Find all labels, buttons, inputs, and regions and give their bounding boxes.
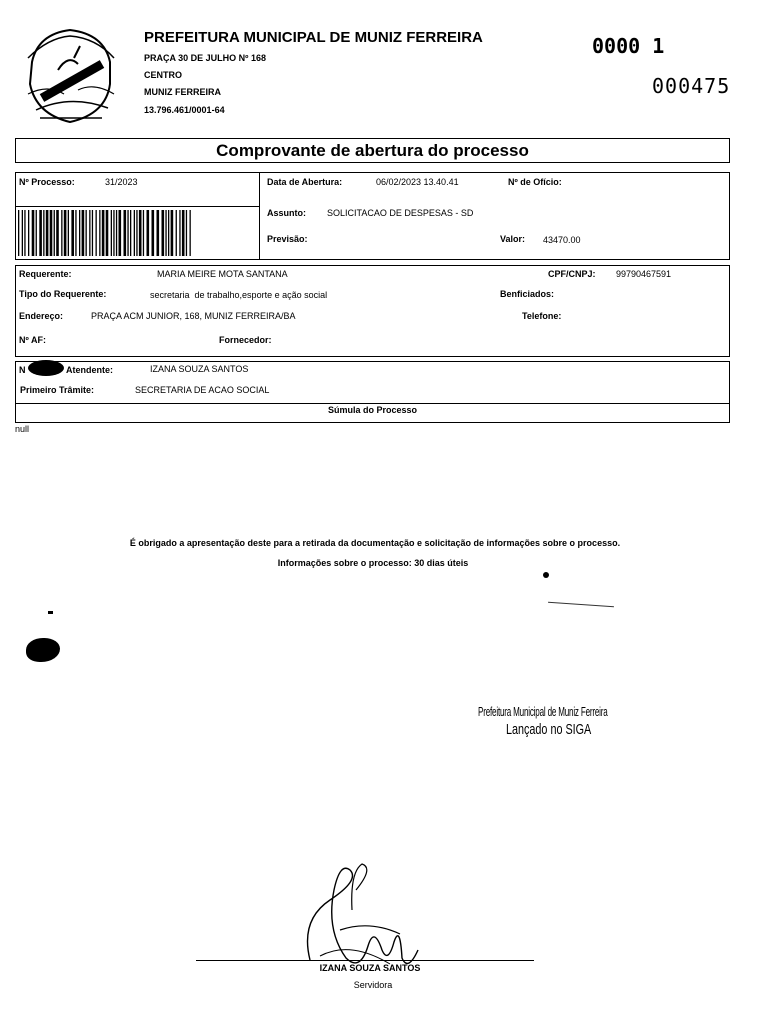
stamp-line-municipality: Prefeitura Municipal de Muniz Ferreira xyxy=(478,704,608,719)
cpf-label: CPF/CNPJ: xyxy=(548,269,596,279)
oficio-label: Nº de Ofício: xyxy=(508,177,562,187)
doc-title: Comprovante de abertura do processo xyxy=(216,141,529,160)
barcode-bar xyxy=(50,210,53,256)
first-procedure-label: Primeiro Trâmite: xyxy=(20,385,95,395)
barcode-bar xyxy=(130,210,131,256)
header-district: CENTRO xyxy=(144,70,182,80)
barcode-bar xyxy=(111,210,112,256)
ink-blot xyxy=(26,638,60,662)
barcode-bar xyxy=(71,210,74,256)
barcode-bar xyxy=(43,210,44,256)
scan-speck xyxy=(548,602,614,608)
barcode-bar xyxy=(176,210,177,256)
signer-role: Servidora xyxy=(353,980,393,990)
process-divider-vertical xyxy=(259,172,260,260)
attendant-label: Atendente: xyxy=(66,365,113,375)
open-date-label: Data de Abertura: xyxy=(267,177,343,187)
barcode-bar xyxy=(36,210,37,256)
barcode-bar xyxy=(46,210,49,256)
barcode-bar xyxy=(147,210,150,256)
barcode-bar xyxy=(39,210,42,256)
barcode-bar xyxy=(56,210,59,256)
barcode-bar xyxy=(186,210,187,256)
barcode-bar xyxy=(168,210,169,256)
barcode-bar xyxy=(75,210,76,256)
attendant-label-prefix: N xyxy=(19,365,26,375)
barcode-bar xyxy=(143,210,144,256)
ink-blot xyxy=(28,360,64,376)
summary-content: null xyxy=(15,424,30,434)
siga-stamp xyxy=(478,704,687,738)
barcode-bar xyxy=(99,210,100,256)
value-label: Valor: xyxy=(500,234,526,244)
signer-name: IZANA SOUZA SANTOS xyxy=(319,963,421,973)
barcode-bar xyxy=(106,210,109,256)
scan-speck xyxy=(543,572,549,578)
barcode-bar xyxy=(102,210,105,256)
process-info-text: Informações sobre o processo: 30 dias úteis xyxy=(277,558,469,568)
barcode-bar xyxy=(182,210,185,256)
process-number-value: 31/2023 xyxy=(105,177,138,187)
barcode-bar xyxy=(24,210,25,256)
signature-line xyxy=(196,960,534,961)
barcode-bar xyxy=(190,210,191,256)
value-amount: 43470.00 xyxy=(543,235,581,245)
header-city: MUNIZ FERREIRA xyxy=(144,87,221,97)
requester-label: Requerente: xyxy=(19,269,72,279)
barcode-bar xyxy=(86,210,87,256)
page-number: 0000 1 xyxy=(592,34,665,58)
barcode-bar xyxy=(127,210,128,256)
barcode-bar xyxy=(124,210,127,256)
barcode-bar xyxy=(61,210,62,256)
barcode-bar xyxy=(92,210,93,256)
barcode-bar xyxy=(79,210,80,256)
barcode-bar xyxy=(96,210,97,256)
first-procedure-value: SECRETARIA DE ACAO SOCIAL xyxy=(135,385,270,395)
attendant-value: IZANA SOUZA SANTOS xyxy=(150,364,249,374)
barcode-bar xyxy=(134,210,135,256)
barcode-bar xyxy=(18,210,19,256)
barcode-bar xyxy=(22,210,23,256)
forecast-label: Previsão: xyxy=(267,234,308,244)
open-date-value: 06/02/2023 13.40.41 xyxy=(376,177,459,187)
summary-title: Súmula do Processo xyxy=(327,405,418,415)
handwritten-signature xyxy=(290,860,430,980)
barcode-bar xyxy=(179,210,180,256)
barcode-bar xyxy=(68,210,69,256)
barcode-bar xyxy=(119,210,122,256)
barcode-bar xyxy=(136,210,137,256)
municipal-coat-of-arms-logo xyxy=(18,24,122,126)
beneficiaries-label: Benficiados: xyxy=(500,289,555,299)
barcode-bar xyxy=(89,210,90,256)
barcode-bar xyxy=(54,210,55,256)
phone-label: Telefone: xyxy=(522,311,562,321)
stamp-line-status: Lançado no SIGA xyxy=(506,721,592,738)
header-address: PRAÇA 30 DE JULHO Nº 168 xyxy=(144,53,266,63)
barcode xyxy=(18,210,192,256)
notice-text: É obrigado a apresentação deste para a retirada da documentação e solicitação de informações sobre o processo. xyxy=(129,538,621,548)
requester-value: MARIA MEIRE MOTA SANTANA xyxy=(157,269,288,279)
barcode-bar xyxy=(82,210,85,256)
barcode-bar xyxy=(64,210,67,256)
barcode-bar xyxy=(28,210,29,256)
scan-speck xyxy=(48,611,53,614)
stamp-number: 000475 xyxy=(652,74,731,98)
header-cnpj: 13.796.461/0001-64 xyxy=(144,105,225,115)
address-label: Endereço: xyxy=(19,311,64,321)
doc-title-box xyxy=(15,138,730,163)
barcode-bar xyxy=(152,210,155,256)
process-divider-horizontal xyxy=(15,206,260,207)
subject-value: SOLICITACAO DE DESPESAS - SD xyxy=(327,208,474,218)
barcode-bar xyxy=(113,210,114,256)
af-label: Nº AF: xyxy=(19,335,46,345)
requester-type-value: secretaria de trabalho,esporte e ação social xyxy=(150,290,328,300)
barcode-bar xyxy=(165,210,166,256)
barcode-bar xyxy=(32,210,35,256)
header-title: PREFEITURA MUNICIPAL DE MUNIZ FERREIRA xyxy=(144,29,483,46)
barcode-bar xyxy=(162,210,165,256)
requester-type-label: Tipo do Requerente: xyxy=(19,289,107,299)
supplier-label: Fornecedor: xyxy=(219,335,272,345)
address-value: PRAÇA ACM JUNIOR, 168, MUNIZ FERREIRA/BA xyxy=(91,311,296,321)
cpf-value: 99790467591 xyxy=(616,269,672,279)
barcode-bar xyxy=(157,210,160,256)
process-number-label: Nº Processo: xyxy=(19,177,75,187)
barcode-bar xyxy=(116,210,117,256)
barcode-bar xyxy=(139,210,142,256)
barcode-bar xyxy=(171,210,174,256)
subject-label: Assunto: xyxy=(267,208,306,218)
